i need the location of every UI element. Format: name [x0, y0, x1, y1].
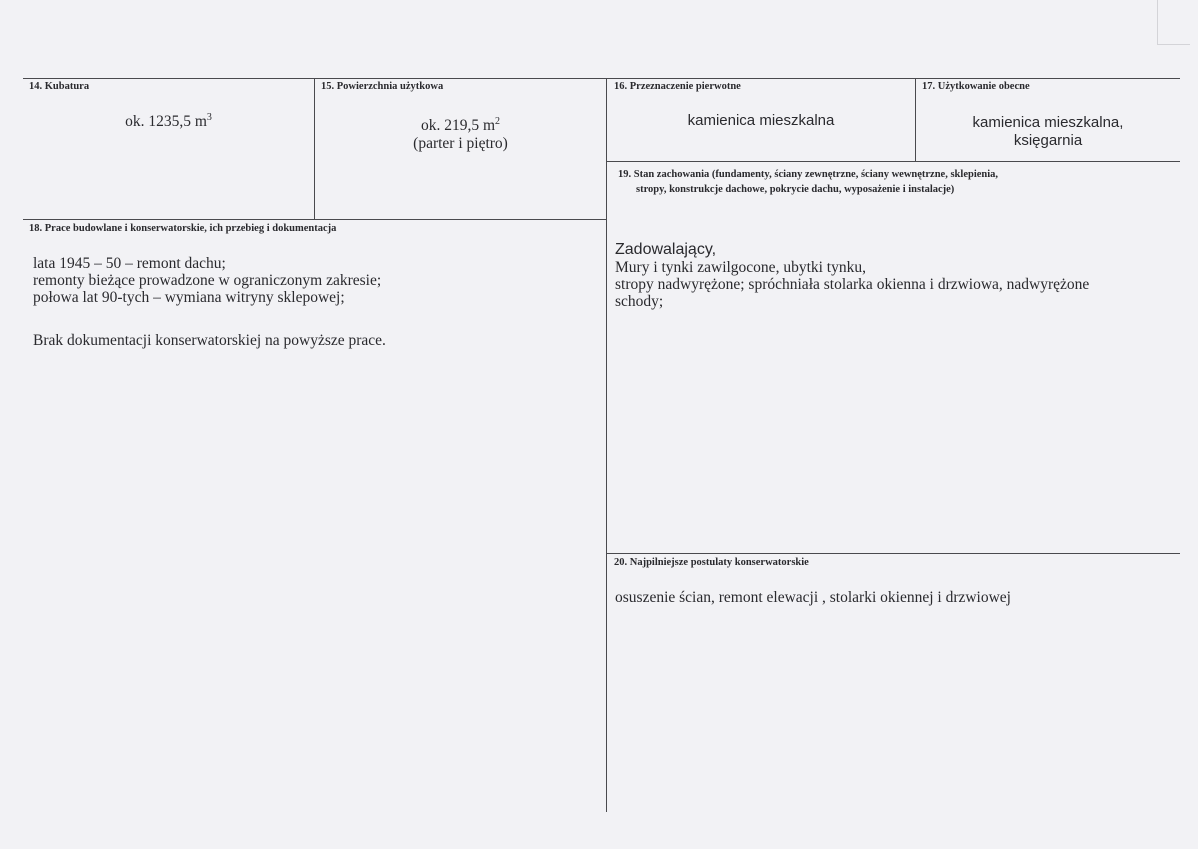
field-16-label: 16. Przeznaczenie pierwotne — [614, 81, 741, 92]
field-15-label: 15. Powierzchnia użytkowa — [321, 81, 444, 92]
field-19-label-line1: 19. Stan zachowania (fundamenty, ściany zewnętrzne, ściany wewnętrzne, sklepienia, — [618, 169, 999, 180]
field-18-line: lata 1945 – 50 – remont dachu; — [33, 255, 226, 272]
field-19-value — [615, 241, 1089, 310]
field-19-line: stropy nadwyrężone; spróchniała stolarka okienna i drzwiowa, nadwyrężone — [615, 276, 1090, 293]
field-20-value: osuszenie ścian, remont elewacji , stolarki okiennej i drzwiowej — [615, 589, 1011, 606]
divider-above-19 — [606, 161, 1180, 162]
divider-above-18 — [23, 219, 607, 220]
field-18-value — [33, 255, 381, 306]
divider-above-20 — [606, 553, 1180, 554]
field-18-label: 18. Prace budowlane i konserwatorskie, ich przebieg i dokumentacja — [29, 223, 337, 234]
field-14-label: 14. Kubatura — [29, 81, 90, 92]
page-corner-mark — [1157, 0, 1190, 45]
field-14-value: ok. 1235,5 $m^3$ — [125, 111, 212, 130]
field-18-line: połowa lat 90-tych – wymiana witryny sklepowej; — [33, 289, 345, 306]
field-19-label-line2: stropy, konstrukcje dachowe, pokrycie dachu, wyposażenie i instalacje) — [636, 184, 955, 195]
center-divider — [606, 78, 607, 812]
top-border — [23, 78, 1180, 79]
field-18-note: Brak dokumentacji konserwatorskiej na powyższe prace. — [33, 332, 386, 349]
field-17-value-line1: kamienica mieszkalna, — [972, 114, 1124, 131]
field-19-line: Zadowalający, — [615, 241, 717, 258]
field-19-line: Mury i tynki zawilgocone, ubytki tynku, — [615, 259, 866, 276]
field-17-value-line2: księgarnia — [1013, 132, 1083, 149]
field-18-line: remonty bieżące prowadzone w ograniczonym zakresie; — [33, 272, 382, 289]
field-17-label: 17. Użytkowanie obecne — [922, 81, 1030, 92]
field-20-label: 20. Najpilniejsze postulaty konserwatorskie — [614, 557, 809, 568]
field-19-line: schody; — [615, 293, 664, 310]
field-15-value-note: (parter i piętro) — [413, 135, 508, 152]
field-15-value: ok. 219,5 $m^2$ — [420, 115, 501, 134]
field-16-value: kamienica mieszkalna — [687, 112, 835, 129]
